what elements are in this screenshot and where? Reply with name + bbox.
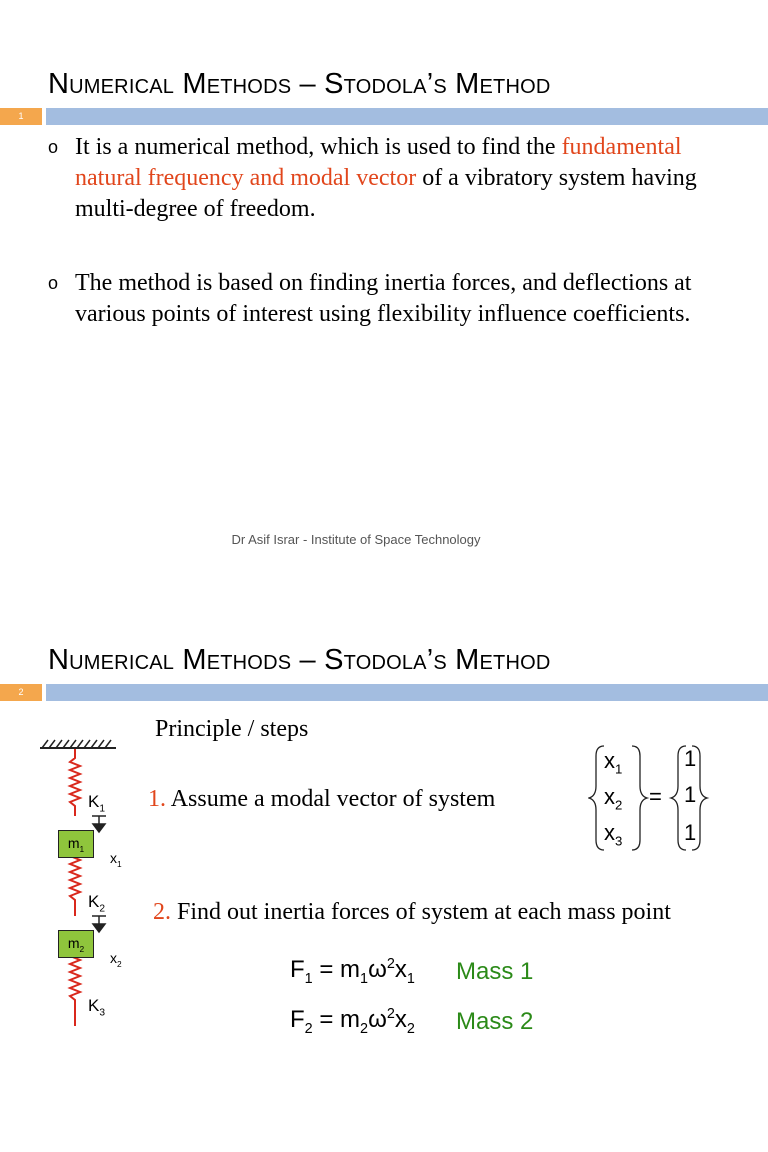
arrow-x1: [92, 816, 106, 832]
slide-number-badge: 1: [0, 108, 42, 125]
step-1: 1. Assume a modal vector of system: [148, 786, 496, 812]
title-bar: [46, 684, 768, 701]
spring-k2-label: $K_2$: [88, 892, 106, 915]
step-2: 2. Find out inertia forces of system at each mass point: [153, 899, 671, 925]
bullet-text: The method is based on finding inertia forces, and deflections at various points of interest using flexibility influence coefficients.: [75, 270, 692, 327]
vector-lhs-3: $x_3$: [604, 820, 623, 849]
principle-subtitle: Principle / steps: [155, 716, 309, 742]
mass-1-label: Mass 1: [456, 958, 534, 985]
vector-rhs-3: 1: [684, 820, 697, 845]
spring-mass-diagram: [30, 736, 140, 1036]
bullet-1: [48, 132, 748, 225]
slide-2: [0, 576, 768, 1152]
vector-rhs-2: 1: [684, 782, 697, 807]
x2-label: $x_2$: [110, 950, 122, 969]
title-bar: [46, 108, 768, 125]
arrow-x2: [92, 916, 106, 932]
vector-rhs-1: 1: [684, 746, 697, 771]
vector-equals: =: [649, 784, 662, 809]
x1-label: $x_1$: [110, 850, 122, 869]
mass-2-label: Mass 2: [456, 1008, 534, 1035]
highlighted-text: fundamental natural frequency and modal vector: [75, 134, 682, 191]
bullet-mark: o: [48, 273, 59, 293]
equation-1: $F_1 = m_1\omega^2x_1$: [290, 956, 415, 987]
bullet-text: It is a numerical method, which is used to find the fundamental natural frequency and modal vector of a vibratory system having multi-degree of freedom.: [75, 134, 697, 222]
ground-hatch: [40, 740, 116, 748]
slide-number-badge: 2: [0, 684, 42, 701]
spring-k3-label: $K_3$: [88, 996, 106, 1019]
spring-k1-label: $K_1$: [88, 792, 106, 815]
mass-2-box: $m_2$: [58, 930, 94, 958]
slide-title: Numerical Methods – Stodola’s Method: [48, 68, 551, 100]
bullet-mark: o: [48, 137, 59, 157]
mass-1-box: $m_1$: [58, 830, 94, 858]
vector-lhs-2: $x_2$: [604, 784, 623, 813]
equation-2: $F_2 = m_2\omega^2x_2$: [290, 1006, 415, 1037]
slide-footer: Dr Asif Israr - Institute of Space Technology: [231, 532, 481, 547]
bullet-2: [48, 268, 748, 330]
slide-title: Numerical Methods – Stodola’s Method: [48, 644, 551, 676]
spring-k1: [70, 749, 80, 816]
vector-lhs-1: $x_1$: [604, 748, 623, 777]
